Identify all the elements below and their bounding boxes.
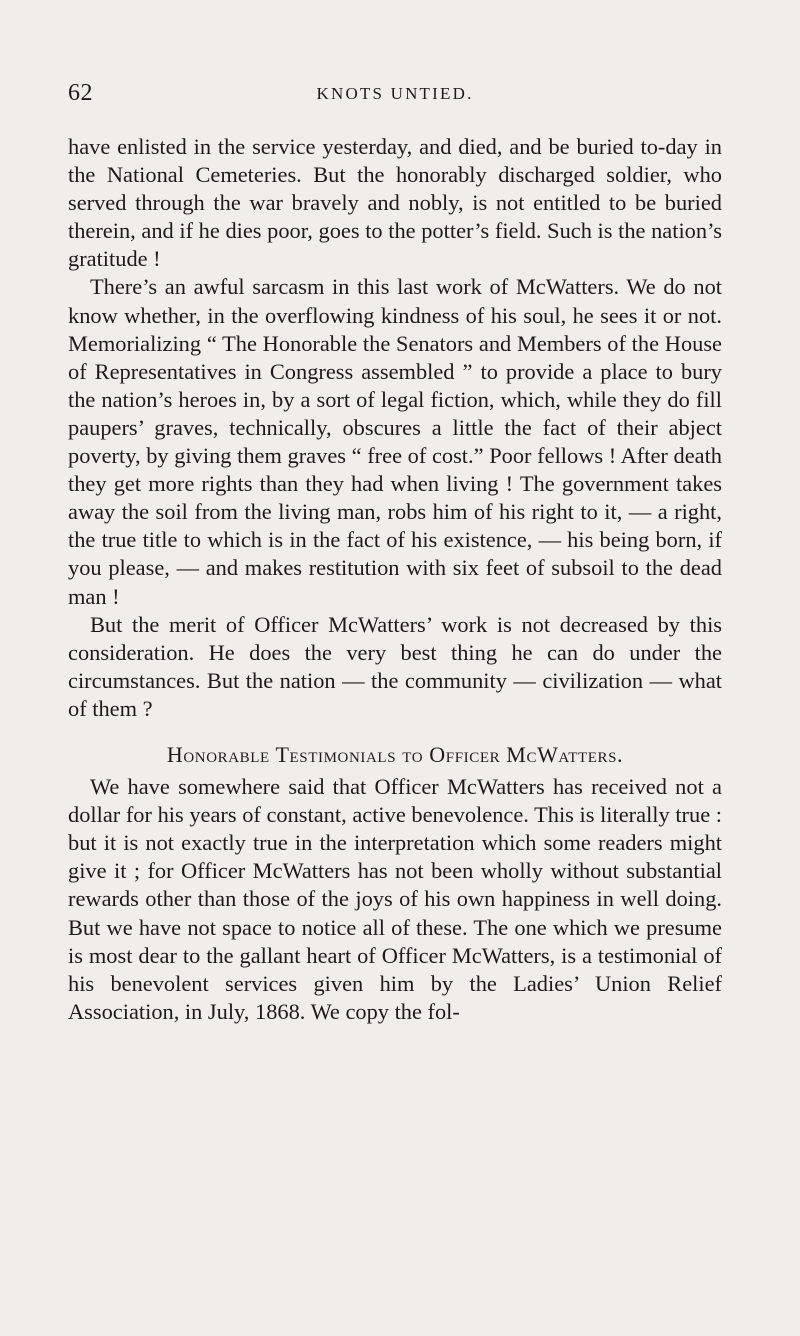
running-head: KNOTS UNTIED.: [316, 84, 474, 103]
paragraph-3: But the merit of Officer McWatters’ work is not decreased by this consideration. He does the very best thing he can do under the circumstances. But the nation — the community — civilization — what of them ?: [68, 611, 722, 721]
paragraph-4: We have somewhere said that Officer McWatters has received not a dollar for his years of constant, active benevolence. This is literally true : but it is not exactly true in the interpretation which some readers might give it ; for Officer McWatters has not been wholly without substantial rewards other than those of the joys of his own happiness in well doing. But we have not space to notice all of these. The one which we presume is most dear to the gallant heart of Officer McWatters, is a testimonial of his benevolent services given him by the Ladies’ Union Relief Association, in July, 1868. We copy the fol-: [68, 774, 722, 1024]
body-text: [68, 133, 722, 1026]
section-heading: Honorable Testimonials to Officer McWatters.: [166, 741, 624, 767]
page-number: 62: [68, 80, 93, 106]
paragraph-2: There’s an awful sarcasm in this last work of McWatters. We do not know whether, in the overflowing kindness of his soul, he sees it or not. Memorializing “ The Honorable the Senators and Members of the House of Representatives in Congress assembled ” to provide a place to bury the nation’s heroes in, by a sort of legal fiction, which, while they do fill paupers’ graves, technically, obscures a little the fact of their abject poverty, by giving them graves “ free of cost.” Poor fellows ! After death they get more rights than they had when living ! The government takes away the soil from the living man, robs him of his right to it, — a right, the true title to which is in the fact of his existence, — his being born, if you please, — and makes restitution with six feet of subsoil to the dead man !: [68, 274, 722, 609]
paragraph-1: have enlisted in the service yesterday, and died, and be buried to-day in the National Cemeteries. But the honorably discharged soldier, who served through the war bravely and nobly, is not entitled to be buried therein, and if he dies poor, goes to the potter’s field. Such is the nation’s gratitude !: [68, 134, 722, 272]
page-header: [68, 80, 722, 116]
